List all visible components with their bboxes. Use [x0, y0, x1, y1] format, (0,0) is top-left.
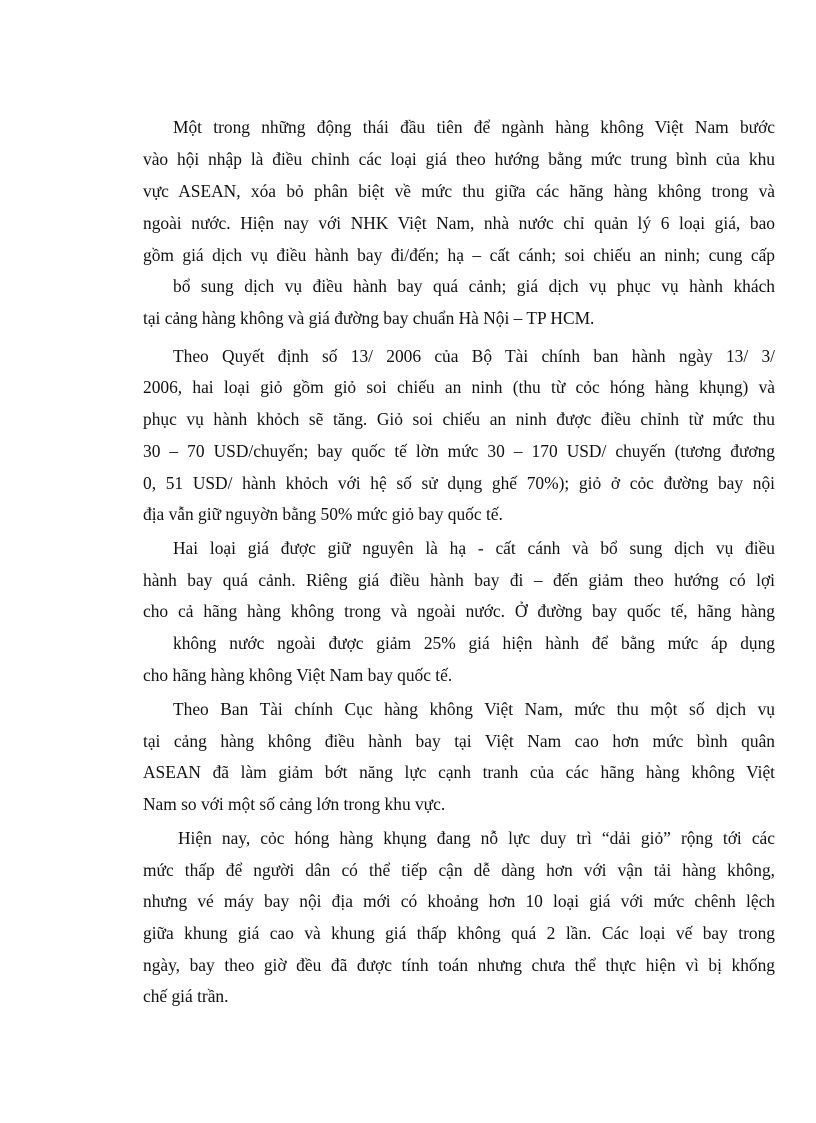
- text-line: ngày, bay theo giờ đều đã được tính toán nhưng chưa thể thực hiện vì bị khống: [143, 955, 775, 975]
- text-line: tại cảng hàng không điều hành bay tại Việt Nam cao hơn mức bình quân: [143, 731, 775, 751]
- text-line: gồm giá dịch vụ điều hành bay đi/đến; hạ – cất cánh; soi chiếu an ninh; cung cấp: [143, 245, 775, 265]
- text-line: Theo Ban Tài chính Cục hàng không Việt Nam, mức thu một số dịch vụ: [173, 699, 775, 719]
- text-line: nhưng vé máy bay nội địa mới có khoảng hơn 10 loại giá với mức chênh lệch: [143, 891, 775, 911]
- text-line: Một trong những động thái đầu tiên để ngành hàng không Việt Nam bước: [173, 117, 775, 137]
- text-line: ngoài nước. Hiện nay với NHK Việt Nam, nhà nước chỉ quản lý 6 loại giá, bao: [143, 213, 775, 233]
- text-line: vào hội nhập là điều chỉnh các loại giá theo hướng bằng mức trung bình của khu: [143, 149, 775, 169]
- text-line: 0, 51 USD/ hành khỏch với hệ số sử dụng ghế 70%); giỏ ở cỏc đường bay nội: [143, 473, 775, 493]
- text-line: 30 – 70 USD/chuyến; bay quốc tế lờn mức 30 – 170 USD/ chuyến (tương đương: [143, 441, 775, 461]
- text-line: Hiện nay, cỏc hóng hàng khụng đang nỗ lực duy trì “dải giỏ” rộng tới các: [178, 828, 775, 848]
- text-line: mức thấp để người dân có thể tiếp cận dễ dàng hơn với vận tải hàng không,: [143, 860, 775, 880]
- text-line: giữa khung giá cao và khung giá thấp không quá 2 lần. Các loại vế bay trong: [143, 923, 775, 943]
- text-line: vực ASEAN, xóa bỏ phân biệt về mức thu giữa các hãng hàng không trong và: [143, 181, 775, 201]
- text-line: Hai loại giá được giữ nguyên là hạ - cất cánh và bổ sung dịch vụ điều: [173, 538, 775, 558]
- text-line: tại cảng hàng không và giá đường bay chuẩn Hà Nội – TP HCM.: [143, 308, 595, 328]
- text-line: địa vẫn giữ nguyờn bằng 50% mức giỏ bay quốc tế.: [143, 504, 503, 524]
- text-line: không nước ngoài được giảm 25% giá hiện hành để bằng mức áp dụng: [173, 633, 775, 653]
- text-line: bổ sung dịch vụ điều hành bay quá cảnh; giá dịch vụ phục vụ hành khách: [173, 276, 775, 296]
- text-line: chế giá trần.: [143, 986, 229, 1006]
- text-line: cho hãng hàng không Việt Nam bay quốc tế.: [143, 665, 453, 685]
- text-line: Theo Quyết định số 13/ 2006 của Bộ Tài chính ban hành ngày 13/ 3/: [173, 346, 775, 366]
- text-line: hành bay quá cảnh. Riêng giá điều hành bay đi – đến giảm theo hướng có lợi: [143, 570, 775, 590]
- text-line: 2006, hai loại giỏ gồm giỏ soi chiếu an ninh (thu từ cỏc hóng hàng khụng) và: [143, 377, 775, 397]
- text-line: cho cả hãng hàng không trong và ngoài nước. Ở đường bay quốc tế, hãng hàng: [143, 601, 775, 621]
- text-line: ASEAN đã làm giảm bớt năng lực cạnh tranh của các hãng hàng không Việt: [143, 762, 775, 782]
- text-line: Nam so với một số cảng lớn trong khu vực.: [143, 794, 446, 814]
- text-line: phục vụ hành khỏch sẽ tăng. Giỏ soi chiếu an ninh được điều chỉnh từ mức thu: [143, 409, 775, 429]
